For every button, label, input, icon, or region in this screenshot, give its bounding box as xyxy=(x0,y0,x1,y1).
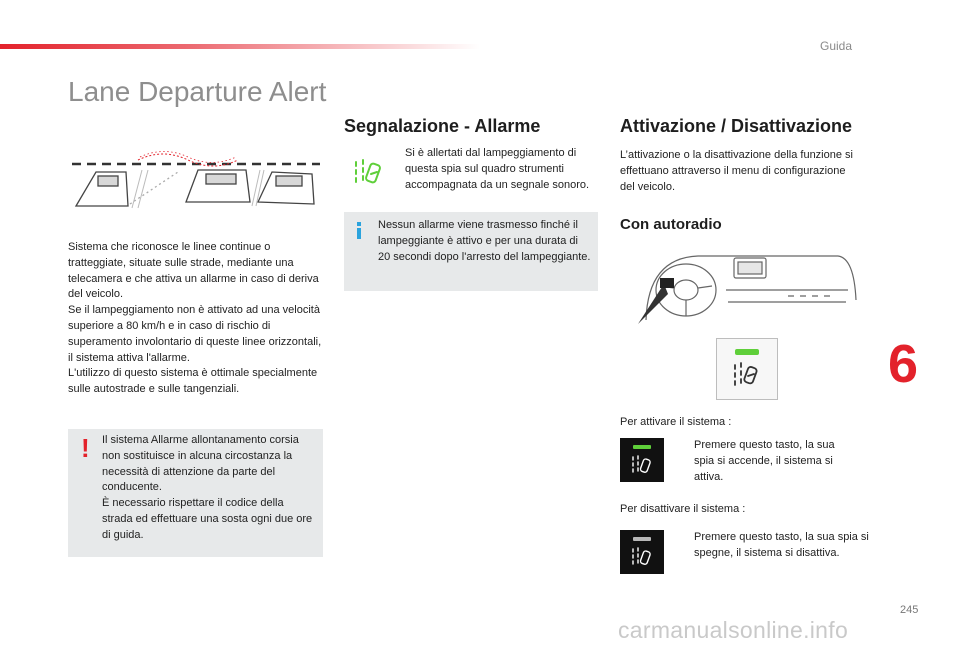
bullet-icon xyxy=(676,530,694,562)
alert-text: Si è allertati dal lampeggiamento di questa spia sul quadro strumenti accompagnata da un segnale sonoro. xyxy=(405,147,590,191)
deactivate-label: Per disattivare il sistema : xyxy=(620,503,746,515)
deactivate-button-image xyxy=(620,530,664,574)
activate-step-text: Premere questo tasto, la sua spia si accende, il sistema si attiva. xyxy=(694,439,835,483)
activation-heading: Attivazione / Disattivazione xyxy=(620,116,853,136)
info-icon xyxy=(357,222,361,240)
deactivate-step xyxy=(676,530,876,562)
alert-heading: Segnalazione - Allarme xyxy=(344,116,541,136)
page-title: Lane Departure Alert xyxy=(68,76,327,107)
lane-departure-illustration xyxy=(68,146,324,214)
lane-departure-icon xyxy=(630,546,656,570)
system-description: Sistema che riconosce le linee continue o tratteggiate, situate sulle strade, mediante una telecamera e che attiva un allarme in caso di deriva del veicolo. Se il lampeggiamento non è attivato ad una velocità superiore a 80 km/h e in caso di rischio di superamento involontario di queste linee orizzontali, il sistema attiva l'allarme. L'utilizzo di questo sistema è ottimale specialmente sulle autostrade e sulle tangenziali. xyxy=(68,241,322,396)
deactivate-step-text: Premere questo tasto, la sua spia si spegne, il sistema si disattiva. xyxy=(694,531,869,559)
lane-button-closeup xyxy=(716,338,778,400)
page-number: 245 xyxy=(900,604,919,616)
activate-led-on xyxy=(633,445,651,449)
bullet-icon xyxy=(676,438,694,485)
activation-intro: L’attivazione o la disattivazione della funzione si effettuano attraverso il menu di configurazione del veicolo. xyxy=(620,149,853,193)
section-label: Guida xyxy=(820,39,853,53)
top-accent-bar xyxy=(0,44,480,49)
lane-departure-icon xyxy=(731,361,763,391)
warning-text: Il sistema Allarme allontanamento corsia non sostituisce in alcuna circostanza la necessità di attenzione da parte del conducente. È necessario rispettare il codice della strada ed effettuare una sosta ogni due ore di guida. xyxy=(102,434,313,541)
chapter-number: 6 xyxy=(888,334,919,394)
radio-subheading: Con autoradio xyxy=(620,216,722,233)
info-box xyxy=(344,212,598,291)
warning-box xyxy=(68,429,323,557)
deactivate-led-off xyxy=(633,537,651,541)
activate-label: Per attivare il sistema : xyxy=(620,416,732,428)
activate-step xyxy=(676,438,852,485)
dashboard-illustration xyxy=(638,250,860,330)
button-led-on xyxy=(735,349,759,355)
lane-departure-icon xyxy=(630,454,656,478)
activate-button-image xyxy=(620,438,664,482)
watermark: carmanualsonline.info xyxy=(618,617,849,643)
info-text: Nessun allarme viene trasmesso finché il lampeggiante è attivo e per una durata di 20 secondi dopo l'arresto del lampeggiante. xyxy=(378,219,591,263)
lane-warning-light-icon xyxy=(350,154,386,190)
warning-exclamation-icon: ! xyxy=(81,433,90,463)
